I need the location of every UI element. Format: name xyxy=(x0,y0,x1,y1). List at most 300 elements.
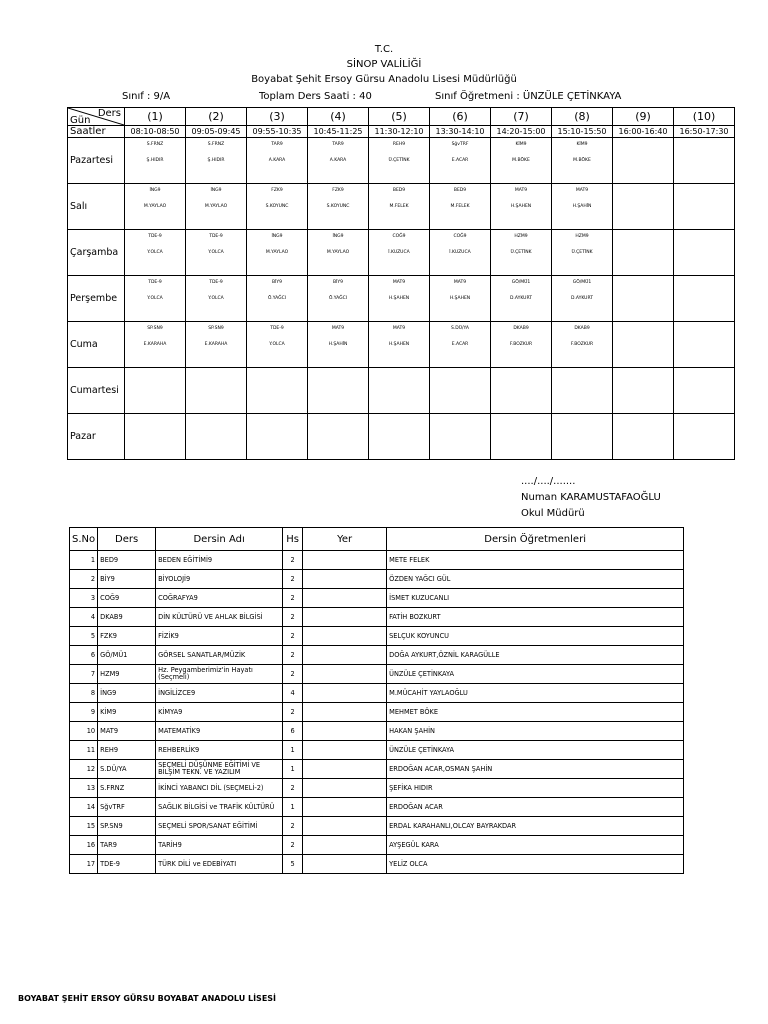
row-number: 6 xyxy=(70,646,98,665)
lesson-teacher: M.FELEK xyxy=(389,204,409,209)
course-room xyxy=(303,665,387,684)
lesson-cell xyxy=(308,230,369,276)
period-header: (1) xyxy=(125,108,186,126)
course-room xyxy=(303,570,387,589)
course-hours: 2 xyxy=(283,589,303,608)
lesson-teacher: M.YAYLAO xyxy=(265,250,289,255)
table-row xyxy=(70,589,684,608)
course-hours: 4 xyxy=(283,684,303,703)
course-code: TAR9 xyxy=(98,836,156,855)
course-room xyxy=(303,627,387,646)
lesson-teacher: H.ŞAHİN xyxy=(328,342,348,347)
lesson-cell xyxy=(186,414,247,460)
class-info xyxy=(122,91,170,102)
period-time: 09:05-09:45 xyxy=(186,126,247,138)
day-label: Pazartesi xyxy=(68,138,125,184)
lesson-code: COĞ9 xyxy=(392,234,406,239)
lesson-cell xyxy=(552,368,613,414)
lesson-teacher: Ö.YAĞCI xyxy=(328,296,348,301)
lesson-cell xyxy=(674,138,735,184)
row-number: 14 xyxy=(70,798,98,817)
day-label: Perşembe xyxy=(68,276,125,322)
class-teacher-label: Sınıf Öğretmeni : xyxy=(435,91,520,102)
course-teachers: DOĞA AYKURT,ÖZNİL KARAGÜLLE xyxy=(387,646,684,665)
course-name: TARİH9 xyxy=(156,836,283,855)
lesson-code xyxy=(491,372,551,388)
lesson-cell xyxy=(674,184,735,230)
lesson-cell xyxy=(186,322,247,368)
lesson-cell xyxy=(186,138,247,184)
course-code: GÖ/MÜ1 xyxy=(98,646,156,665)
day-label: Salı xyxy=(68,184,125,230)
table-row xyxy=(70,741,684,760)
lesson-cell xyxy=(552,138,613,184)
lesson-code: FZK9 xyxy=(332,188,344,193)
lesson-cell xyxy=(125,138,186,184)
lesson-code xyxy=(491,418,551,434)
lesson-teacher: D.AYKURT xyxy=(509,296,533,301)
course-hours: 6 xyxy=(283,722,303,741)
lesson-cell xyxy=(430,184,491,230)
period-header: (5) xyxy=(369,108,430,126)
lesson-teacher: H.ŞAHİN xyxy=(572,204,592,209)
lesson-teacher: M.FELEK xyxy=(450,204,470,209)
lesson-code: SP.SN9 xyxy=(147,326,163,331)
course-room xyxy=(303,855,387,874)
lesson-code xyxy=(613,234,673,250)
lesson-code: MAT9 xyxy=(392,326,406,331)
lesson-teacher: F.BOZKUR xyxy=(570,342,594,347)
table-row xyxy=(70,798,684,817)
lesson-code: S.FRNZ xyxy=(146,142,164,147)
course-room xyxy=(303,779,387,798)
lesson-code: BİY9 xyxy=(271,280,283,285)
course-code: BED9 xyxy=(98,551,156,570)
timetable xyxy=(67,107,735,460)
lesson-cell xyxy=(552,230,613,276)
lesson-cell xyxy=(125,230,186,276)
course-code: REH9 xyxy=(98,741,156,760)
lesson-cell xyxy=(430,414,491,460)
saatler-label: Saatler xyxy=(68,126,125,138)
lesson-cell xyxy=(125,276,186,322)
course-name: COĞRAFYA9 xyxy=(156,589,283,608)
lesson-code xyxy=(613,142,673,158)
lesson-code xyxy=(674,234,734,250)
lesson-code: S.DÜ/YA xyxy=(450,326,470,331)
table-row xyxy=(70,665,684,684)
lesson-teacher: E.KARAHA xyxy=(204,342,228,347)
lesson-code xyxy=(125,418,185,434)
lesson-teacher: H.ŞAHEN xyxy=(388,342,410,347)
lesson-teacher: E.ACAR xyxy=(451,342,469,347)
course-hours: 2 xyxy=(283,570,303,589)
lesson-teacher: Y.OLCA xyxy=(147,296,163,301)
lesson-cell xyxy=(552,322,613,368)
course-room xyxy=(303,684,387,703)
lesson-cell xyxy=(308,414,369,460)
total-hours-label: Toplam Ders Saati : xyxy=(259,91,356,102)
course-teachers: METE FELEK xyxy=(387,551,684,570)
lesson-cell xyxy=(491,184,552,230)
header-tc: T.C. xyxy=(374,44,394,55)
day-row xyxy=(68,368,735,414)
period-header: (8) xyxy=(552,108,613,126)
course-name: SEÇMELİ SPOR/SANAT EĞİTİMİ xyxy=(156,817,283,836)
header-valilik: SİNOP VALİLİĞİ xyxy=(346,59,422,70)
lesson-code xyxy=(613,188,673,204)
lesson-cell xyxy=(491,414,552,460)
course-teachers: SELÇUK KOYUNCU xyxy=(387,627,684,646)
lesson-code: HZM9 xyxy=(514,234,528,239)
lesson-teacher: Ş.HIDIR xyxy=(146,158,164,163)
lesson-code: DKAB9 xyxy=(513,326,529,331)
row-number: 17 xyxy=(70,855,98,874)
course-hours: 2 xyxy=(283,627,303,646)
course-teachers: M.MÜCAHİT YAYLAOĞLU xyxy=(387,684,684,703)
day-row xyxy=(68,322,735,368)
lesson-cell xyxy=(308,322,369,368)
course-teachers: ÖZDEN YAĞCI GÜL xyxy=(387,570,684,589)
course-room xyxy=(303,836,387,855)
lesson-code xyxy=(674,280,734,296)
lesson-cell xyxy=(308,276,369,322)
day-row xyxy=(68,276,735,322)
lesson-cell xyxy=(613,322,674,368)
lesson-cell xyxy=(430,368,491,414)
lesson-teacher: E.ACAR xyxy=(451,158,469,163)
course-teachers: İSMET KUZUCANLI xyxy=(387,589,684,608)
period-header: (3) xyxy=(247,108,308,126)
lesson-teacher: M.YAYLAO xyxy=(143,204,167,209)
period-time: 16:00-16:40 xyxy=(613,126,674,138)
lesson-code: MAT9 xyxy=(331,326,345,331)
row-number: 12 xyxy=(70,760,98,779)
lesson-cell xyxy=(125,368,186,414)
course-code: İNG9 xyxy=(98,684,156,703)
lesson-code: COĞ9 xyxy=(453,234,467,239)
course-hours: 1 xyxy=(283,741,303,760)
table-row xyxy=(70,760,684,779)
lesson-cell xyxy=(430,230,491,276)
row-number: 13 xyxy=(70,779,98,798)
lesson-cell xyxy=(247,276,308,322)
list-header-cell: Yer xyxy=(303,528,387,551)
lesson-code: TAR9 xyxy=(332,142,344,147)
period-time: 10:45-11:25 xyxy=(308,126,369,138)
course-teachers: ÜNZÜLE ÇETİNKAYA xyxy=(387,741,684,760)
lesson-code xyxy=(186,418,246,434)
row-number: 8 xyxy=(70,684,98,703)
lesson-code xyxy=(613,418,673,434)
course-hours: 2 xyxy=(283,836,303,855)
course-code: COĞ9 xyxy=(98,589,156,608)
day-label: Cumartesi xyxy=(68,368,125,414)
lesson-code xyxy=(674,188,734,204)
period-header: (9) xyxy=(613,108,674,126)
course-name: FİZİK9 xyxy=(156,627,283,646)
lesson-cell xyxy=(613,230,674,276)
course-teachers: HAKAN ŞAHİN xyxy=(387,722,684,741)
lesson-code xyxy=(308,372,368,388)
lesson-teacher: Ü.ÇETİNK xyxy=(388,158,410,163)
course-code: FZK9 xyxy=(98,627,156,646)
lesson-code: FZK9 xyxy=(271,188,283,193)
period-time: 13:30-14:10 xyxy=(430,126,491,138)
course-hours: 2 xyxy=(283,779,303,798)
lesson-code xyxy=(247,418,307,434)
course-hours: 1 xyxy=(283,798,303,817)
period-header: (10) xyxy=(674,108,735,126)
table-row xyxy=(70,627,684,646)
lesson-cell xyxy=(674,322,735,368)
period-header: (4) xyxy=(308,108,369,126)
course-room xyxy=(303,741,387,760)
table-row xyxy=(70,855,684,874)
lesson-code: GÖ/MÜ1 xyxy=(572,280,592,285)
course-code: SğvTRF xyxy=(98,798,156,817)
lesson-teacher: S.KOYUNC xyxy=(265,204,289,209)
lesson-code: BED9 xyxy=(392,188,406,193)
course-hours: 2 xyxy=(283,608,303,627)
lesson-teacher: Ü.ÇETİNK xyxy=(510,250,532,255)
lesson-cell xyxy=(369,276,430,322)
lesson-teacher: H.ŞAHEN xyxy=(388,296,410,301)
lesson-cell xyxy=(613,368,674,414)
lesson-cell xyxy=(430,322,491,368)
lesson-cell xyxy=(186,276,247,322)
course-room xyxy=(303,608,387,627)
lesson-cell xyxy=(491,138,552,184)
corner-ders-label: Ders xyxy=(97,108,121,119)
lesson-teacher: M.BÖKE xyxy=(573,158,591,163)
lesson-teacher: A.KARA xyxy=(329,158,347,163)
lesson-code xyxy=(186,372,246,388)
course-hours: 2 xyxy=(283,551,303,570)
total-hours-value: 40 xyxy=(359,91,372,102)
period-time: 11:30-12:10 xyxy=(369,126,430,138)
lesson-teacher: S.KOYUNC xyxy=(326,204,350,209)
lesson-code: KİM9 xyxy=(515,142,527,147)
course-hours: 2 xyxy=(283,665,303,684)
lesson-code: GÖ/MÜ1 xyxy=(511,280,531,285)
period-header: (6) xyxy=(430,108,491,126)
lesson-teacher: E.KARAHA xyxy=(143,342,167,347)
lesson-cell xyxy=(308,138,369,184)
course-teachers: ERDOĞAN ACAR,OSMAN ŞAHİN xyxy=(387,760,684,779)
course-code: MAT9 xyxy=(98,722,156,741)
lesson-code: İNG9 xyxy=(332,234,344,239)
course-teachers: ÜNZÜLE ÇETİNKAYA xyxy=(387,665,684,684)
course-room xyxy=(303,722,387,741)
signature-title: Okul Müdürü xyxy=(521,508,585,519)
lesson-cell xyxy=(430,276,491,322)
lesson-cell xyxy=(613,414,674,460)
course-code: S.FRNZ xyxy=(98,779,156,798)
lesson-code: S.FRNZ xyxy=(207,142,225,147)
lesson-teacher: D.AYKURT xyxy=(570,296,594,301)
lesson-code: TDE-9 xyxy=(270,326,284,331)
lesson-cell xyxy=(247,368,308,414)
list-header-cell: Dersin Adı xyxy=(156,528,283,551)
course-teachers: FATİH BOZKURT xyxy=(387,608,684,627)
total-hours-info xyxy=(259,91,372,102)
course-teachers: ERDAL KARAHANLI,OLCAY BAYRAKDAR xyxy=(387,817,684,836)
course-teachers: MEHMET BÖKE xyxy=(387,703,684,722)
period-time: 14:20-15:00 xyxy=(491,126,552,138)
lesson-teacher: Y.OLCA xyxy=(147,250,163,255)
row-number: 11 xyxy=(70,741,98,760)
lesson-code xyxy=(308,418,368,434)
lesson-code xyxy=(674,142,734,158)
course-name: BEDEN EĞİTİMİ9 xyxy=(156,551,283,570)
lesson-cell xyxy=(308,184,369,230)
course-name: Hz. Peygamberimiz'in Hayatı (Seçmeli) xyxy=(156,665,283,684)
lesson-cell xyxy=(430,138,491,184)
row-number: 16 xyxy=(70,836,98,855)
row-number: 9 xyxy=(70,703,98,722)
lesson-code: TDE-9 xyxy=(209,234,223,239)
course-room xyxy=(303,703,387,722)
corner-gun-label: Gün xyxy=(70,115,91,126)
period-time: 08:10-08:50 xyxy=(125,126,186,138)
lesson-code xyxy=(674,372,734,388)
lesson-code: MAT9 xyxy=(514,188,528,193)
course-room xyxy=(303,817,387,836)
lesson-cell xyxy=(674,368,735,414)
lesson-teacher: M.YAYLAO xyxy=(204,204,228,209)
course-list xyxy=(69,527,684,874)
course-hours: 2 xyxy=(283,817,303,836)
lesson-cell xyxy=(125,414,186,460)
course-hours: 2 xyxy=(283,703,303,722)
lesson-cell xyxy=(186,184,247,230)
course-room xyxy=(303,798,387,817)
course-code: KİM9 xyxy=(98,703,156,722)
lesson-cell xyxy=(674,276,735,322)
lesson-cell xyxy=(552,276,613,322)
row-number: 3 xyxy=(70,589,98,608)
lesson-cell xyxy=(247,322,308,368)
course-hours: 5 xyxy=(283,855,303,874)
lesson-code xyxy=(613,280,673,296)
row-number: 2 xyxy=(70,570,98,589)
lesson-cell xyxy=(247,230,308,276)
lesson-teacher: A.KARA xyxy=(268,158,286,163)
lesson-cell xyxy=(491,276,552,322)
lesson-code: İNG9 xyxy=(271,234,283,239)
course-teachers: AYŞEGÜL KARA xyxy=(387,836,684,855)
lesson-code: İNG9 xyxy=(210,188,222,193)
lesson-teacher: Ş.HIDIR xyxy=(207,158,225,163)
lesson-teacher: Y.OLCA xyxy=(269,342,285,347)
lesson-code: SP.SN9 xyxy=(208,326,224,331)
day-label: Pazar xyxy=(68,414,125,460)
lesson-code: MAT9 xyxy=(453,280,467,285)
table-row xyxy=(70,570,684,589)
lesson-code: REH9 xyxy=(392,142,406,147)
lesson-cell xyxy=(491,368,552,414)
list-header-cell: Hs xyxy=(283,528,303,551)
course-name: KİMYA9 xyxy=(156,703,283,722)
lesson-code: HZM9 xyxy=(575,234,589,239)
lesson-code: BİY9 xyxy=(332,280,344,285)
lesson-code xyxy=(430,418,490,434)
lesson-code xyxy=(430,372,490,388)
period-header: (2) xyxy=(186,108,247,126)
course-name: GÖRSEL SANATLAR/MÜZİK xyxy=(156,646,283,665)
lesson-code: MAT9 xyxy=(392,280,406,285)
lesson-code: TDE-9 xyxy=(148,280,162,285)
lesson-code xyxy=(247,372,307,388)
table-row xyxy=(70,551,684,570)
day-row xyxy=(68,230,735,276)
lesson-cell xyxy=(491,230,552,276)
lesson-cell xyxy=(674,414,735,460)
row-number: 5 xyxy=(70,627,98,646)
row-number: 10 xyxy=(70,722,98,741)
class-teacher-info xyxy=(435,91,621,102)
lesson-code xyxy=(674,326,734,342)
lesson-cell xyxy=(369,230,430,276)
lesson-teacher: İ.KUZUCA xyxy=(388,250,410,255)
lesson-code: TAR9 xyxy=(271,142,283,147)
course-teachers: ŞEFİKA HIDIR xyxy=(387,779,684,798)
period-header: (7) xyxy=(491,108,552,126)
lesson-teacher: Ö.YAĞCI xyxy=(267,296,287,301)
lesson-code xyxy=(369,372,429,388)
lesson-cell xyxy=(247,414,308,460)
lesson-cell xyxy=(613,184,674,230)
course-name: SAĞLIK BİLGİSİ ve TRAFİK KÜLTÜRÜ xyxy=(156,798,283,817)
signature-date: ..../..../....... xyxy=(521,476,576,487)
signature-name: Numan KARAMUSTAFAOĞLU xyxy=(521,492,661,503)
course-name: İNGİLİZCE9 xyxy=(156,684,283,703)
course-name: TÜRK DİLİ ve EDEBİYATI xyxy=(156,855,283,874)
lesson-teacher: Y.OLCA xyxy=(208,250,224,255)
lesson-teacher: Y.OLCA xyxy=(208,296,224,301)
class-label: Sınıf : xyxy=(122,91,151,102)
lesson-code xyxy=(552,372,612,388)
course-code: SP.SN9 xyxy=(98,817,156,836)
list-header-cell: Dersin Öğretmenleri xyxy=(387,528,684,551)
table-row xyxy=(70,608,684,627)
course-code: HZM9 xyxy=(98,665,156,684)
course-name: İKİNCİ YABANCI DİL (SEÇMELİ-2) xyxy=(156,779,283,798)
table-row xyxy=(70,836,684,855)
footer-school-name: BOYABAT ŞEHİT ERSOY GÜRSU BOYABAT ANADOLU LİSESİ xyxy=(18,994,277,1003)
lesson-cell xyxy=(369,368,430,414)
lesson-code xyxy=(552,418,612,434)
course-teachers: ERDOĞAN ACAR xyxy=(387,798,684,817)
table-row xyxy=(70,684,684,703)
lesson-cell xyxy=(247,138,308,184)
lesson-code: TDE-9 xyxy=(148,234,162,239)
course-name: MATEMATİK9 xyxy=(156,722,283,741)
course-code: S.DÜ/YA xyxy=(98,760,156,779)
row-number: 15 xyxy=(70,817,98,836)
lesson-cell xyxy=(613,138,674,184)
lesson-code: TDE-9 xyxy=(209,280,223,285)
course-room xyxy=(303,646,387,665)
lesson-teacher: H.ŞAHEN xyxy=(510,204,532,209)
table-row xyxy=(70,703,684,722)
table-row xyxy=(70,722,684,741)
lesson-code: SğvTRF xyxy=(451,142,469,147)
course-name: BİYOLOJİ9 xyxy=(156,570,283,589)
period-time: 16:50-17:30 xyxy=(674,126,735,138)
lesson-code: KİM9 xyxy=(576,142,588,147)
